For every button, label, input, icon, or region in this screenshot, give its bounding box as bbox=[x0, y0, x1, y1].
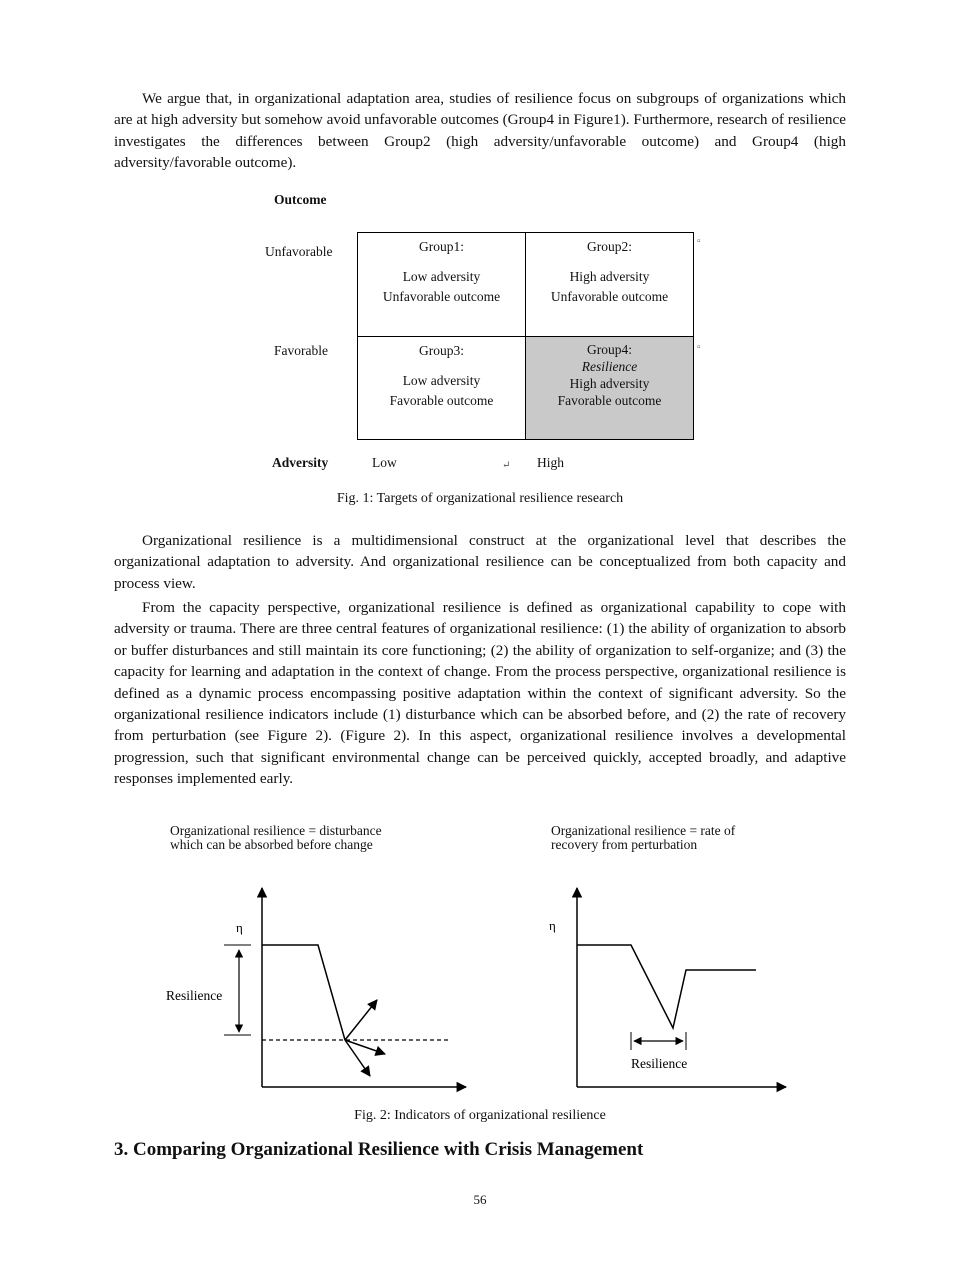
paragraph-mark-icon: ↵ bbox=[502, 460, 511, 471]
paragraph-2: Organizational resilience is a multidimensional construct at the organizational level that describes the organizational adaptation to adversity. And organizational resilience can be conceptualized from both capacity and process view. bbox=[114, 532, 846, 592]
left-panel-title-line-2: which can be absorbed before change bbox=[170, 837, 373, 852]
right-panel-title-line-2: recovery from perturbation bbox=[551, 837, 698, 852]
group3-title: Group3: bbox=[419, 343, 464, 358]
page-number: 56 bbox=[473, 1192, 487, 1207]
group2-outcome: Unfavorable outcome bbox=[550, 289, 669, 304]
cell-end-mark-icon: ▫ bbox=[697, 342, 701, 353]
group4-title: Group4: bbox=[587, 342, 632, 357]
left-outcome-arrow-down bbox=[345, 1040, 370, 1076]
right-panel bbox=[549, 888, 786, 1087]
group1-adversity: Low adversity bbox=[402, 269, 481, 284]
paragraph-3: From the capacity perspective, organizational resilience is defined as organizational capability to cope with adversity or trauma. There are three central features of organizational resilience: (1) the ability of organization to absorb or buffer disturbances and still maintain its core functioning; (2) the ability of organization to self-organize; and (3) the capacity for learning and adaptation in the context of change. From the process perspective, organizational resilience is defined as a dynamic process encompassing positive adaptation within the context of significant adversity. So the organizational resilience indicators include (1) disturbance which can be absorbed before, and (2) the rate of recovery from perturbation (see Figure 2). (Figure 2). In this aspect, organizational resilience involves a developmental progression, such that significant environmental change can be perceived quickly, accepted broadly, and adaptive responses implemented early. bbox=[114, 599, 846, 788]
left-panel-title-line-1: Organizational resilience = disturbance bbox=[170, 823, 382, 838]
section-heading: 3. Comparing Organizational Resilience with Crisis Management bbox=[114, 1139, 644, 1160]
group1-cell bbox=[358, 233, 526, 337]
adversity-axis-label: Adversity bbox=[272, 455, 329, 470]
figure-1-caption: Fig. 1: Targets of organizational resilience research bbox=[336, 491, 624, 506]
column-label-high: High bbox=[537, 455, 564, 470]
row-label-unfavorable: Unfavorable bbox=[265, 244, 333, 259]
left-outcome-arrow-side bbox=[345, 1040, 385, 1054]
left-outcome-arrow-up bbox=[345, 1000, 377, 1040]
paragraph-1: We argue that, in organizational adaptation area, studies of resilience focus on subgroups of organizations which are at high adversity but somehow avoid unfavorable outcomes (Group4 in Figure1). Furthermore, research of resilience investigates the differences between Group2 (high adversity/unfavorable outcome) and Group4 (high adversity/favorable outcome). bbox=[114, 90, 846, 172]
group2-adversity: High adversity bbox=[569, 269, 650, 284]
group4-outcome: Favorable outcome bbox=[557, 393, 662, 408]
right-panel-title bbox=[551, 824, 735, 852]
cell-end-mark-icon: ▫ bbox=[697, 236, 701, 247]
right-resilience-label: Resilience bbox=[631, 1056, 688, 1071]
left-performance-line bbox=[262, 945, 345, 1040]
group4-cell bbox=[526, 337, 693, 439]
figure-2-diagram bbox=[0, 870, 960, 1100]
group3-adversity: Low adversity bbox=[402, 373, 481, 388]
left-panel bbox=[166, 888, 466, 1087]
group4-adversity: High adversity bbox=[569, 376, 650, 391]
group1-outcome: Unfavorable outcome bbox=[382, 289, 501, 304]
right-eta-label: η bbox=[549, 918, 556, 933]
right-panel-title-line-1: Organizational resilience = rate of bbox=[551, 823, 736, 838]
group2-cell bbox=[526, 233, 693, 337]
right-performance-line bbox=[577, 945, 756, 1028]
left-eta-label: η bbox=[236, 920, 243, 935]
group3-outcome: Favorable outcome bbox=[389, 393, 494, 408]
row-label-favorable: Favorable bbox=[274, 343, 328, 358]
outcome-adversity-grid bbox=[357, 232, 694, 440]
group2-title: Group2: bbox=[587, 239, 632, 254]
column-label-low: Low bbox=[372, 455, 397, 470]
left-resilience-label: Resilience bbox=[166, 988, 223, 1003]
left-panel-title bbox=[170, 824, 382, 852]
group4-resilience: Resilience bbox=[581, 359, 638, 374]
outcome-axis-label: Outcome bbox=[274, 192, 327, 207]
group1-title: Group1: bbox=[419, 239, 464, 254]
figure-2-caption: Fig. 2: Indicators of organizational resilience bbox=[354, 1108, 606, 1123]
group3-cell bbox=[358, 337, 526, 439]
